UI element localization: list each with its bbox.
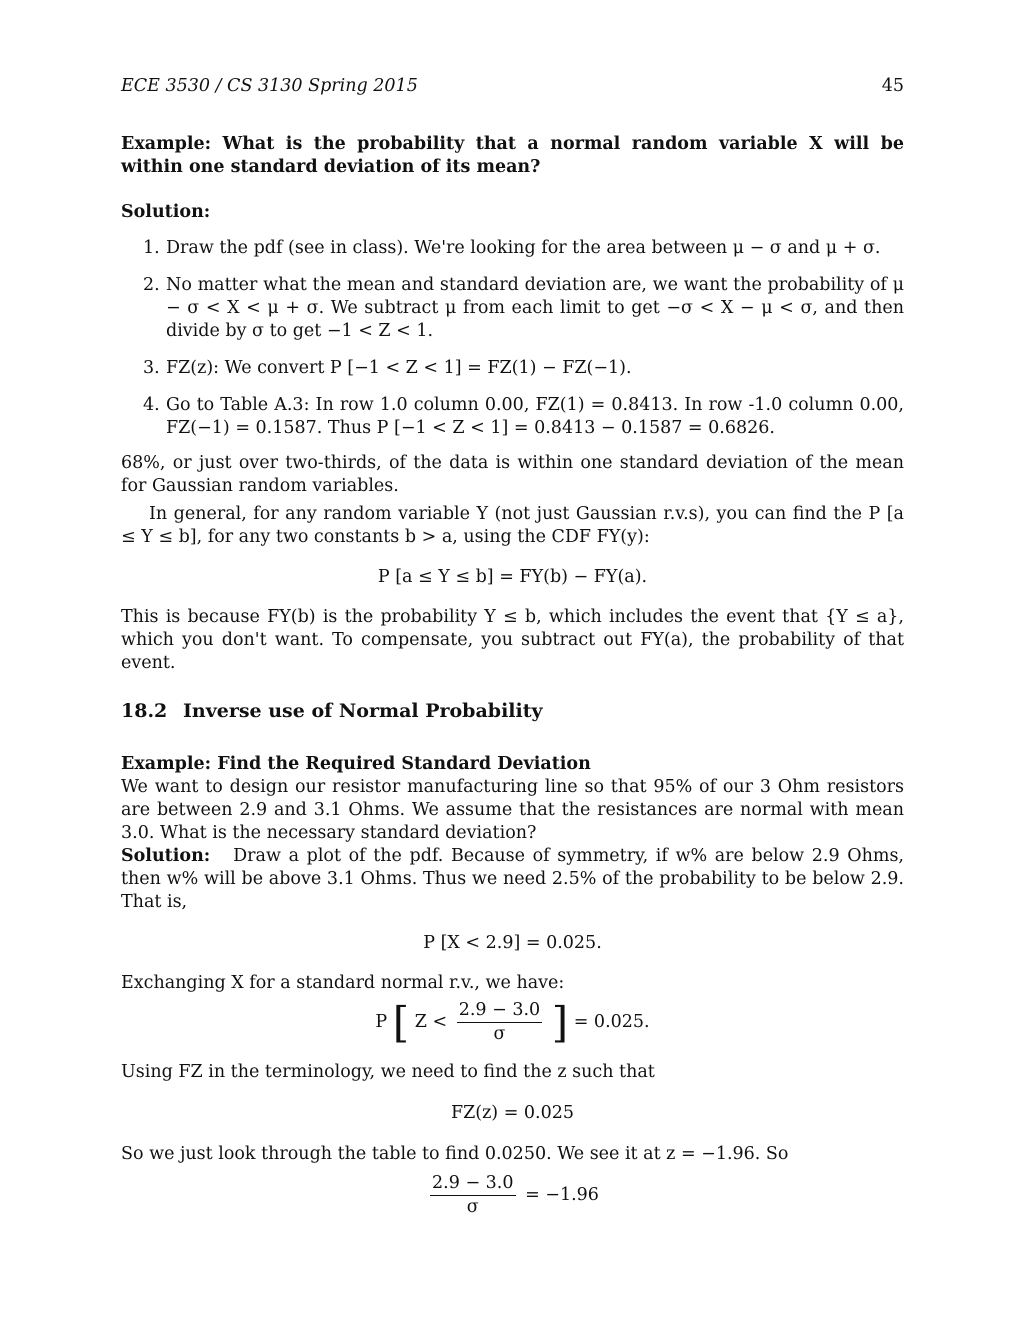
example2-statement: We want to design our resistor manufacturing line so that 95% of our 3 Ohm resistors are between 2.9 and 3.1 Ohms. We assume that the resistances are normal with mean 3.0. What is the necessary standard deviation? [121,777,904,843]
equation-1: P [X < 2.9] = 0.025. [423,933,602,953]
step-text: FZ(z): We convert P [−1 < Z < 1] = FZ(1) − FZ(−1). [166,358,632,378]
page-body [121,133,904,1219]
page-number: 45 [881,76,904,96]
eq4-fraction [430,1172,515,1219]
equation-4 [121,1172,904,1219]
example1-title: Example: What is the probability that a normal random variable X will be within one standard deviation of its mean? [121,134,904,177]
eq2-right: = 0.025. [573,1012,650,1032]
section-heading [121,700,904,723]
example2-solution-label: Solution: [121,846,211,866]
cdf-equation: P [a ≤ Y ≤ b] = FY(b) − FY(a). [377,567,648,587]
solution-steps [121,237,904,440]
example1-solution-label: Solution: [121,202,211,222]
list-item [121,274,904,343]
eq4-denominator: σ [466,1197,479,1217]
left-bracket: [ [392,998,410,1047]
step-number: 1. [143,238,160,258]
step-number: 2. [143,275,160,295]
step-number: 4. [143,395,160,415]
equation-2 [121,999,904,1049]
example2-title: Example: Find the Required Standard Deviation [121,754,591,774]
step-text: Draw the pdf (see in class). We're looking for the area between μ − σ and μ + σ. [166,238,881,258]
conclusion-paragraph: 68%, or just over two-thirds, of the data is within one standard deviation of the mean for Gaussian random variables. [121,453,904,496]
list-item [121,357,904,380]
step-text: No matter what the mean and standard deviation are, we want the probability of μ − σ < X < μ + σ. We subtract μ from each limit to get −σ < X − μ < σ, and then divide by σ to get −1 < Z < 1. [166,275,904,341]
list-item [121,394,904,440]
step-number: 3. [143,358,160,378]
eq4-right: = −1.96 [525,1185,599,1205]
list-item [121,237,904,260]
using-text: Using FZ in the terminology, we need to find the z such that [121,1062,655,1082]
explanation-paragraph: This is because FY(b) is the probability Y ≤ b, which includes the event that {Y ≤ a}, which you don't want. To compensate, you subtract out FY(a), the probability of that event. [121,607,904,673]
section-number: 18.2 [121,700,168,722]
step-text: Go to Table A.3: In row 1.0 column 0.00, FZ(1) = 0.8413. In row -1.0 column 0.00, FZ(−1) = 0.1587. Thus P [−1 < Z < 1] = 0.8413 − 0.1587 = 0.6826. [166,395,904,438]
eq2-p: P [375,1012,388,1032]
equation-3: FZ(z) = 0.025 [450,1103,575,1123]
example2-solution [121,845,904,914]
eq2-inner: Z < [414,1012,448,1032]
eq4-numerator: 2.9 − 3.0 [430,1172,515,1196]
lookup-text: So we just look through the table to find 0.0250. We see it at z = −1.96. So [121,1144,789,1164]
general-paragraph: In general, for any random variable Y (not just Gaussian r.v.s), you can find the P [a ≤ Y ≤ b], for any two constants b > a, using the CDF FY(y): [121,504,904,547]
exchange-text: Exchanging X for a standard normal r.v., we have: [121,973,565,993]
eq2-denominator: σ [493,1024,506,1044]
section-title: Inverse use of Normal Probability [183,700,543,722]
eq2-numerator: 2.9 − 3.0 [457,999,542,1023]
right-bracket: ] [551,998,569,1047]
eq2-fraction [457,999,542,1046]
running-header: ECE 3530 / CS 3130 Spring 2015 [121,76,418,96]
example2-solution-text: Draw a plot of the pdf. Because of symmetry, if w% are below 2.9 Ohms, then w% will be above 3.1 Ohms. Thus we need 2.5% of the probability to be below 2.9. That is, [121,846,904,912]
